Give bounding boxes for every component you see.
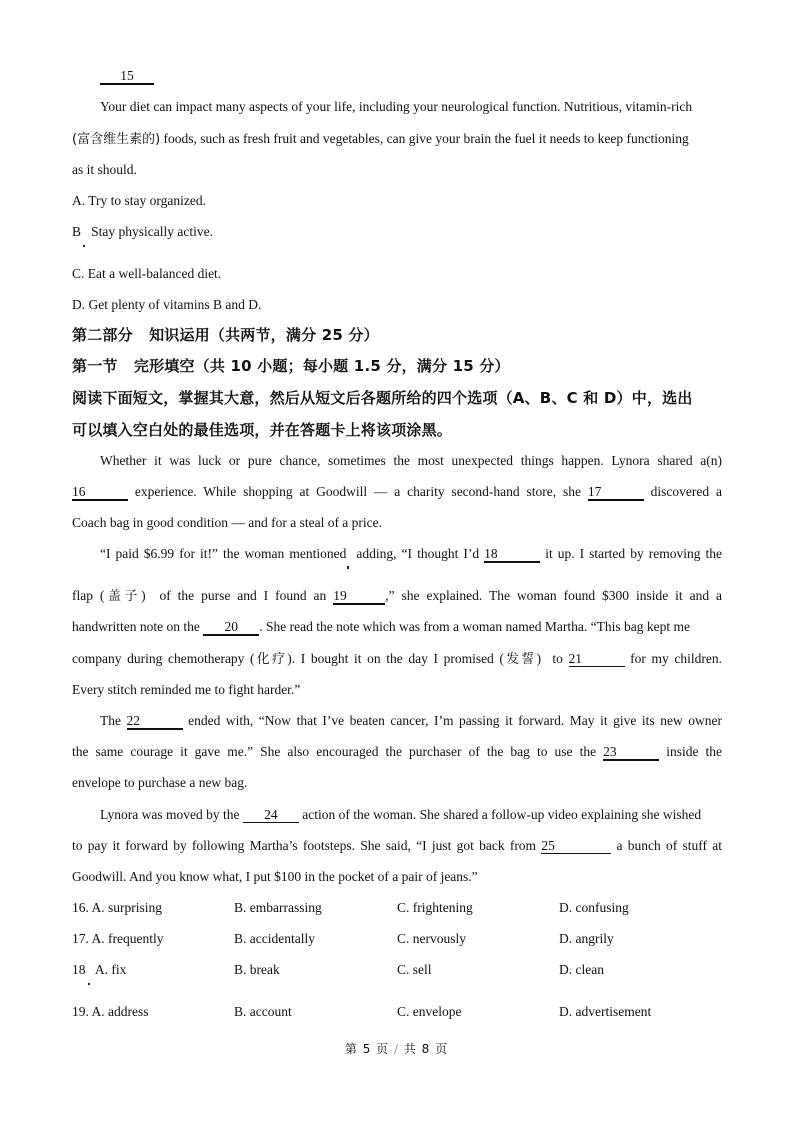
q16-option-d: D. confusing (559, 900, 629, 915)
p1-line-2 (72, 483, 722, 501)
q18-option-d: D. clean (559, 962, 604, 977)
p4-line-3: Goodwill. And you know what, I put $100 in the pocket of a pair of jeans.” (72, 869, 478, 884)
stray-dot-2 (88, 983, 90, 985)
q15-option-b: B Stay physically active. (72, 224, 213, 239)
page-footer (0, 1040, 793, 1057)
q19-option-a: 19. A. address (72, 1004, 149, 1019)
blank-17: 17 (588, 484, 644, 501)
p2-line-5: Every stitch reminded me to fight harder.” (72, 682, 301, 697)
blank-25: 25 (541, 838, 611, 854)
p3-line-2-text: the same courage it gave me.” She also encouraged the purchaser of the bag to use the (72, 744, 604, 759)
q17-option-a: 17. A. frequently (72, 931, 164, 946)
q17-option-c: C. nervously (397, 931, 466, 946)
p1-line-2-text: experience. While shopping at Goodwill — a charity second-hand store, she (128, 484, 588, 499)
q18-option-c: C. sell (397, 962, 432, 977)
p2-line-1-end: it up. I started by removing the (540, 546, 723, 561)
blank-19: 19 (333, 588, 385, 605)
q15-cn-gloss: (富含维生素的) (72, 132, 161, 147)
p2-line-1-text: “I paid $6.99 for it!” the woman mentioned (100, 546, 347, 561)
question-row-16 (72, 899, 732, 917)
part-title: 第二部分 知识运用（共两节，满分 25 分） (72, 326, 379, 344)
p2-line-2 (72, 587, 722, 606)
q19-option-b: B. account (234, 1004, 292, 1019)
page-separator: / (389, 1042, 404, 1056)
q18-option-a: 18 A. fix (72, 962, 127, 977)
p2-line-1 (72, 545, 722, 563)
p1-line-1: Whether it was luck or pure chance, sometimes the most unexpected things happen. Lynora shared a(n) (100, 453, 722, 468)
instructions-line-1: 阅读下面短文，掌握其大意，然后从短文后各题所给的四个选项（A、B、C 和 D）中，选出 (72, 389, 693, 407)
p2-line-4-text-c: ) to (536, 651, 569, 666)
cn-gloss-promise: 发誓 (503, 652, 537, 667)
p4-line-1-text: Lynora was moved by the (100, 807, 243, 822)
p3-line-3: envelope to purchase a new bag. (72, 775, 248, 790)
blank-22: 22 (127, 713, 183, 730)
blank-15: 15 (100, 68, 154, 85)
q17-option-d: D. angrily (559, 931, 614, 946)
p2-line-2-text: flap ( (72, 588, 105, 603)
p2-line-4-text-b: ). I bought it on the day I promised ( (287, 651, 504, 666)
p4-line-2-end: a bunch of stuff at (611, 838, 722, 853)
p2-line-3-end: . She read the note which was from a woman named Martha. “This bag kept me (259, 619, 690, 634)
p2-line-4-text: company during chemotherapy ( (72, 651, 255, 666)
stray-dot (83, 245, 85, 247)
question-row-18 (72, 961, 732, 979)
p4-line-2 (72, 837, 722, 855)
q15-option-d: D. Get plenty of vitamins B and D. (72, 297, 262, 312)
p3-line-1-text: The (100, 713, 127, 728)
cn-gloss-chemo: 化疗 (254, 652, 288, 667)
q19-option-d: D. advertisement (559, 1004, 652, 1019)
question-row-19 (72, 1003, 732, 1021)
blank-18: 18 (484, 546, 540, 563)
p2-line-4 (72, 650, 722, 669)
p2-line-2-text-b: ) of the purse and I found an (141, 588, 334, 603)
q15-option-a: A. Try to stay organized. (72, 193, 206, 208)
q16-option-a: 16. A. surprising (72, 900, 163, 915)
q15-passage-line-3: as it should. (72, 162, 137, 177)
q17-option-b: B. accidentally (234, 931, 315, 946)
page-total: 共 8 页 (403, 1042, 449, 1056)
p2-line-3 (72, 618, 722, 636)
q15-passage-line-2-text: foods, such as fresh fruit and vegetables, can give your brain the fuel it needs to keep functioning (160, 131, 689, 146)
blank-23: 23 (603, 744, 659, 761)
p4-line-2-text: to pay it forward by following Martha’s footsteps. She said, “I just got back from (72, 838, 542, 853)
p3-line-1 (72, 712, 722, 730)
blank-16: 16 (72, 484, 128, 501)
p3-line-2 (72, 743, 722, 761)
question-row-17 (72, 930, 732, 948)
q15-option-c: C. Eat a well-balanced diet. (72, 266, 222, 281)
p2-line-4-end: for my children. (624, 651, 722, 666)
question-15-number (100, 67, 750, 85)
q15-passage-line-1: Your diet can impact many aspects of your life, including your neurological function. Nutritious, vitamin-rich (100, 99, 693, 114)
p2-line-3-text: handwritten note on the (72, 619, 204, 634)
cn-gloss-flap: 盖子 (104, 589, 142, 604)
blank-24: 24 (243, 807, 299, 823)
stray-comma (347, 566, 349, 569)
p3-line-1-end: ended with, “Now that I’ve beaten cancer, I’m passing it forward. May it give its new owner (182, 713, 722, 728)
p4-line-1-end: action of the woman. She shared a follow-up video explaining she wished (298, 807, 702, 822)
p2-line-1-text-b: adding, “I thought I’d (346, 546, 485, 561)
q16-option-c: C. frightening (397, 900, 473, 915)
section-title: 第一节 完形填空（共 10 小题；每小题 1.5 分，满分 15 分） (72, 357, 510, 375)
blank-21: 21 (569, 651, 625, 667)
p1-line-3: Coach bag in good condition — and for a steal of a price. (72, 515, 383, 530)
blank-20: 20 (203, 619, 259, 636)
p1-line-2-end: discovered a (643, 484, 722, 499)
q19-option-c: C. envelope (397, 1004, 462, 1019)
p2-line-2-end: ,” she explained. The woman found $300 inside it and a (385, 588, 722, 603)
q16-option-b: B. embarrassing (234, 900, 322, 915)
instructions-line-2: 可以填入空白处的最佳选项，并在答题卡上将该项涂黑。 (72, 421, 453, 439)
q18-option-b: B. break (234, 962, 280, 977)
q15-passage-line-2 (72, 130, 722, 149)
p4-line-1 (72, 806, 722, 824)
page-number: 第 5 页 (344, 1042, 390, 1056)
p3-line-2-end: inside the (659, 744, 722, 759)
